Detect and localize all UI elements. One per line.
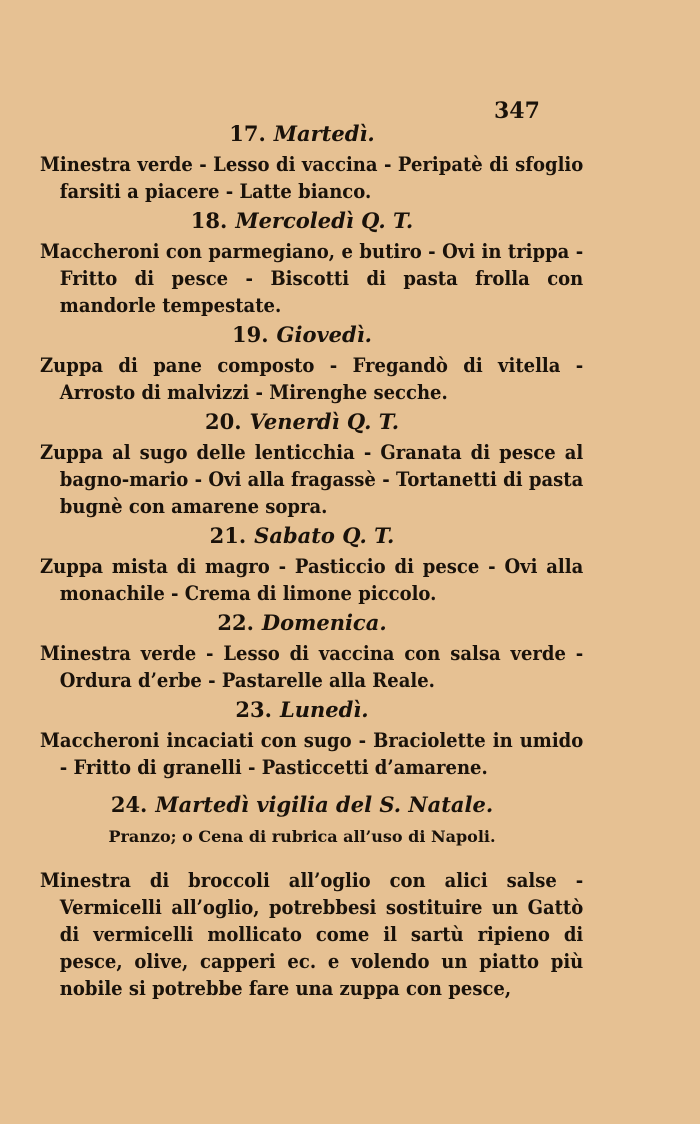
day-number: 24.	[110, 792, 148, 817]
day-name: Giovedì.	[276, 322, 372, 347]
day-heading-17	[40, 120, 564, 148]
menu-paragraph-20: Zuppa al sugo delle lenticchia - Granata di pesce al bagno-mario - Ovi alla fragassè - Tortanetti di pasta bugnè con amarene sopra.	[40, 440, 584, 518]
day-number: 22.	[217, 610, 254, 635]
meal-note: Pranzo; o Cena di rubrica all’uso di Napoli.	[108, 827, 496, 846]
menu-paragraph-24: Minestra di broccoli all’oglio con alici salse - Vermicelli all’oglio, potrebbesi sostituire un Gattò di vermicelli mollicato come il sartù ripieno di pesce, olive, capperi ec. e volendo un piatto più nobile si potrebbe fare una zuppa con pesce,	[40, 868, 584, 1000]
day-number: 19.	[231, 322, 269, 347]
day-heading-20	[40, 408, 564, 436]
day-name: Mercoledì Q. T.	[235, 208, 414, 233]
day-number: 20.	[204, 409, 242, 434]
day-heading-24	[40, 791, 564, 819]
menu-paragraph-21: Zuppa mista di magro - Pasticcio di pesce - Ovi alla monachile - Crema di limone piccolo.	[40, 554, 584, 605]
menu-paragraph-22: Minestra verde - Lesso di vaccina con salsa verde - Ordura d’erbe - Pastarelle alla Reale.	[40, 641, 584, 692]
day-name: Martedì vigilia del S. Natale.	[155, 792, 494, 817]
day-number: 18.	[190, 208, 228, 233]
day-number: 21.	[209, 523, 247, 548]
day-name: Venerdì Q. T.	[249, 409, 400, 434]
day-heading-22	[40, 609, 564, 637]
day-number: 23.	[235, 697, 272, 722]
day-number: 17.	[229, 121, 266, 146]
day-heading-21	[40, 522, 564, 550]
day-name: Domenica.	[261, 610, 387, 635]
day-name: Lunedì.	[279, 697, 369, 722]
menu-paragraph-19: Zuppa di pane composto - Fregandò di vitella - Arrosto di malvizzi - Mirenghe secche.	[40, 353, 584, 404]
menu-paragraph-17: Minestra verde - Lesso di vaccina - Peripatè di sfoglio farsiti a piacere - Latte bianco.	[40, 152, 584, 203]
menu-paragraph-18: Maccheroni con parmegiano, e butiro - Ovi in trippa - Fritto di pesce - Biscotti di pasta frolla con mandorle tempestate.	[40, 239, 584, 317]
menu-paragraph-23: Maccheroni incaciati con sugo - Braciolette in umido - Fritto di granelli - Pasticcetti d’amarene.	[40, 728, 584, 779]
day-heading-19	[40, 321, 564, 349]
day-heading-23	[40, 696, 564, 724]
day-heading-18	[40, 207, 564, 235]
day-name: Sabato Q. T.	[254, 523, 395, 548]
page-number: 347	[494, 98, 540, 124]
text-body	[40, 118, 584, 1002]
day-name: Martedì.	[273, 121, 375, 146]
